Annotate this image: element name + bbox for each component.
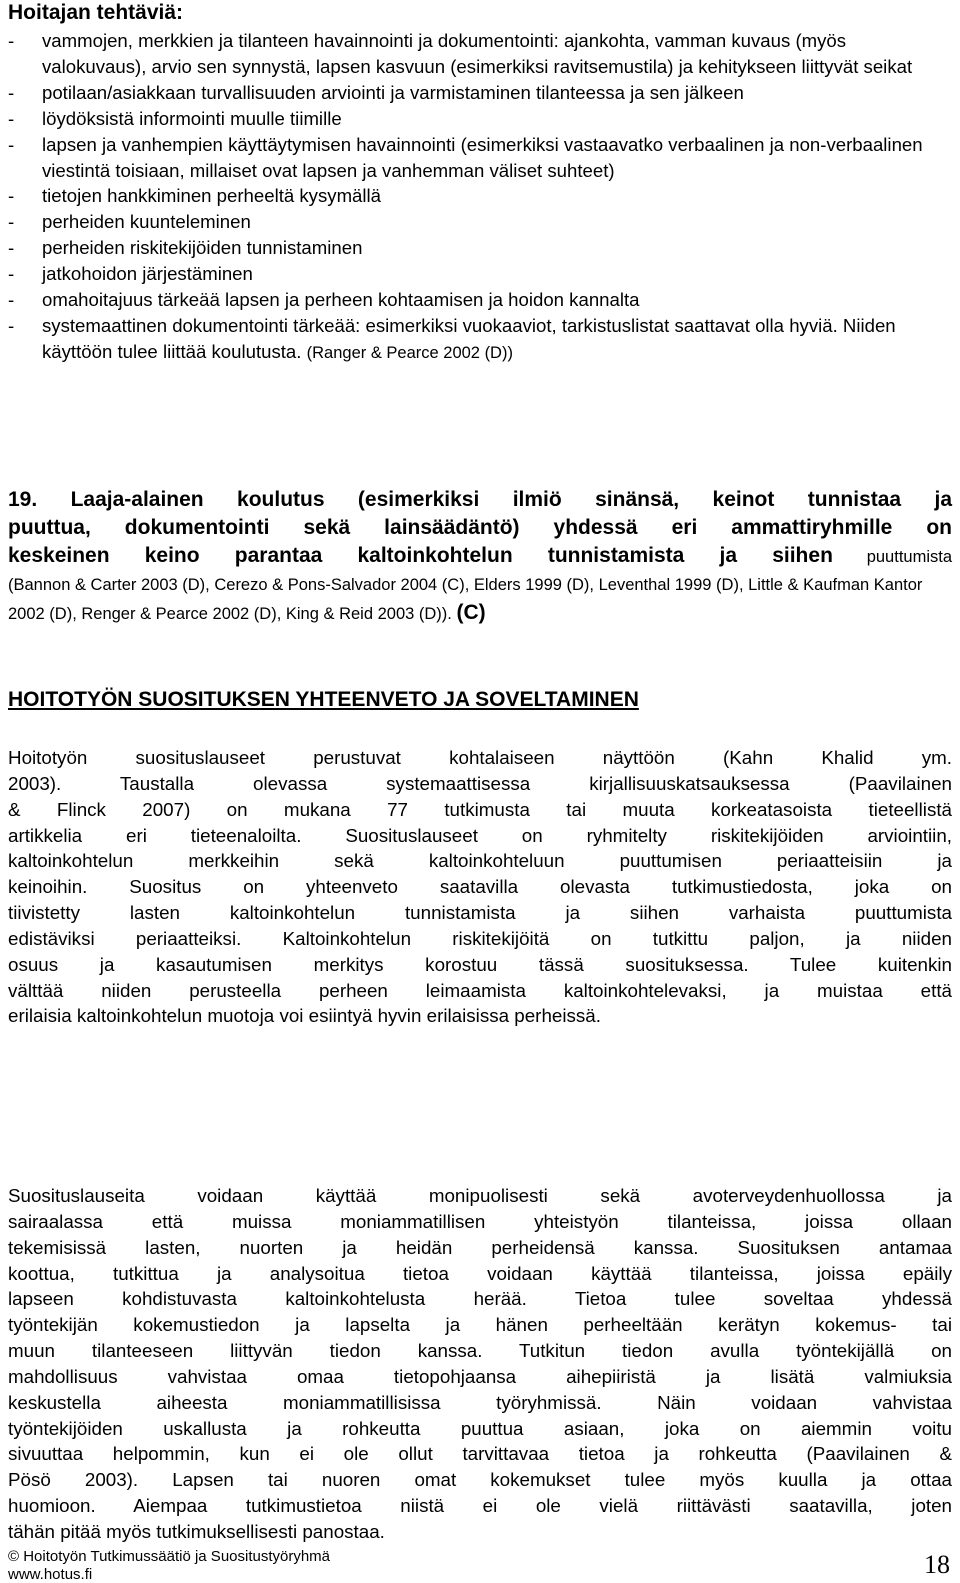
task-reference: (Ranger & Pearce 2002 (D)) [306, 343, 513, 362]
recommendation-line-small: puuttumista [866, 548, 952, 566]
task-text: tietojen hankkiminen perheeltä kysymällä [42, 185, 381, 207]
task-text: vammojen, merkkien ja tilanteen havainnointi ja dokumentointi: ajankohta, vamman kuvaus (myös valokuvaus), arvio sen synnystä, lapsen kasvuun (esimerkiksi ravitsemustila) ja kehitykseen liittyvät seikat [42, 30, 913, 77]
task-text: perheiden kuunteleminen [42, 211, 251, 233]
paragraph-line: 2003). Taustalla olevassa systemaattisessa kirjallisuuskatsauksessa (Paavilainen [8, 772, 952, 794]
paragraph-line: työntekijöiden uskallusta ja rohkeutta puuttua asiaan, joka on aiemmin voitu [8, 1417, 952, 1439]
task-text: jatkohoidon järjestäminen [42, 263, 253, 285]
nurse-tasks-list [0, 28, 960, 367]
task-text: löydöksistä informointi muulle tiimille [42, 107, 342, 129]
task-item [0, 235, 960, 261]
paragraph-line: sivuuttaa helpommin, kun ei ole ollut tarvittavaa tietoa ja rohkeutta (Paavilainen & [8, 1443, 952, 1465]
paragraph-line: työntekijän kokemustiedon ja lapselta ja hänen perheeltään kerätyn kokemus- tai [8, 1314, 952, 1336]
paragraph-line: lapseen kohdistuvasta kaltoinkohtelusta herää. Tietoa tulee soveltaa yhdessä [8, 1288, 952, 1310]
paragraph-line: keskustella aiheesta moniammatillisissa työryhmissä. Näin voidaan vahvistaa [8, 1391, 952, 1413]
recommendation-19 [8, 486, 952, 628]
paragraph-line: huomioon. Aiempaa tutkimustietoa niistä ei ole vielä riittävästi saatavilla, joten [8, 1495, 952, 1517]
recommendation-line: puuttua, dokumentointi sekä lainsäädäntö) yhdessä eri ammattiryhmille on [8, 516, 952, 539]
recommendation-line [8, 542, 952, 570]
recommendation-line-text: keskeinen keino parantaa kaltoinkohtelun tunnistamista ja siihen [8, 544, 833, 567]
paragraph-line: tiivistetty lasten kaltoinkohtelun tunnistamista ja siihen varhaista puuttumista [8, 902, 952, 924]
list-dash: - [8, 81, 15, 103]
task-item [0, 106, 960, 132]
footer-url: www.hotus.fi [8, 1566, 93, 1583]
task-item [0, 287, 960, 313]
list-dash: - [8, 289, 15, 311]
paragraph-line: & Flinck 2007) on mukana 77 tutkimusta tai muuta korkeatasoista tieteellistä [8, 798, 952, 820]
paragraph-line: tähän pitää myös tutkimuksellisesti panostaa. [8, 1520, 385, 1542]
paragraph-line: muun tilanteeseen liittyvän tiedon kanssa. Tutkitun tiedon avulla työntekijällä on [8, 1340, 952, 1362]
list-dash: - [8, 185, 15, 207]
task-text: potilaan/asiakkaan turvallisuuden arviointi ja varmistaminen tilanteessa ja sen jälkeen [42, 81, 744, 103]
paragraph-line: kaltoinkohtelun merkkeihin sekä kaltoinkohteluun puuttumisen periaatteisiin ja [8, 850, 952, 872]
section-title: HOITOTYÖN SUOSITUKSEN YHTEENVETO JA SOVELTAMINEN [8, 688, 639, 711]
list-dash: - [8, 107, 15, 129]
task-item [0, 28, 960, 80]
task-item [0, 209, 960, 235]
summary-paragraph-1 [8, 745, 952, 1029]
paragraph-line: tekemisissä lasten, nuorten ja heidän perheidensä kanssa. Suosituksen antamaa [8, 1236, 952, 1258]
paragraph-line: Hoitotyön suosituslauseet perustuvat kohtalaiseen näyttöön (Kahn Khalid ym. [8, 747, 952, 768]
paragraph-line: artikkelia eri tieteenaloilta. Suosituslauseet on ryhmitelty riskitekijöiden arviointiin, [8, 824, 952, 846]
task-item [0, 132, 960, 184]
task-text: lapsen ja vanhempien käyttäytymisen havainnointi (esimerkiksi vastaavatko verbaalinen ja non-verbaalinen viestintä toisiaan, millaiset ovat lapsen ja vanhemman väliset suhteet) [42, 133, 923, 181]
list-dash: - [8, 237, 15, 259]
paragraph-line: mahdollisuus vahvistaa omaa tietopohjaansa aihepiiristä ja lisätä valmiuksia [8, 1365, 952, 1387]
evidence-grade: (C) [456, 601, 486, 624]
paragraph-line: Suosituslauseita voidaan käyttää monipuolisesti sekä avoterveydenhuollossa ja [8, 1185, 952, 1206]
paragraph-line: sairaalassa että muissa moniammatillisen yhteistyön tilanteissa, joissa ollaan [8, 1210, 952, 1232]
task-item [0, 313, 960, 367]
list-dash: - [8, 263, 15, 285]
recommendation-line: 19. Laaja-alainen koulutus (esimerkiksi ilmiö sinänsä, keinot tunnistaa ja [8, 488, 952, 511]
paragraph-line: erilaisia kaltoinkohtelun muotoja voi esiintyä hyvin erilaisissa perheissä. [8, 1005, 601, 1027]
paragraph-line: koottua, tutkittua ja analysoitua tietoa voidaan käyttää tilanteissa, joissa epäily [8, 1262, 952, 1284]
nurse-tasks-heading: Hoitajan tehtäviä: [8, 1, 184, 24]
list-dash: - [8, 133, 15, 155]
task-item [0, 261, 960, 287]
list-dash: - [8, 211, 15, 233]
task-item [0, 80, 960, 106]
task-item [0, 183, 960, 209]
paragraph-line: välttää niiden perusteella perheen leimaamista kaltoinkohtelevaksi, ja muistaa että [8, 979, 952, 1001]
paragraph-line: osuus ja kasautumisen merkitys korostuu tässä suosituksessa. Tulee kuitenkin [8, 953, 952, 975]
paragraph-line: Pösö 2003). Lapsen tai nuoren omat kokemukset tulee myös kuulla ja ottaa [8, 1469, 952, 1491]
task-text: omahoitajuus tärkeää lapsen ja perheen kohtaamisen ja hoidon kannalta [42, 289, 640, 311]
summary-paragraph-2 [8, 1183, 952, 1545]
list-dash: - [8, 30, 15, 51]
task-text: systemaattinen dokumentointi tärkeää: esimerkiksi vuokaaviot, tarkistuslistat saattavat olla hyviä. Niiden käyttöön tulee liittää koulutusta. [42, 314, 896, 362]
list-dash: - [8, 314, 15, 336]
recommendation-references [8, 572, 952, 628]
task-text: perheiden riskitekijöiden tunnistaminen [42, 237, 363, 259]
footer-copyright: © Hoitotyön Tutkimussäätiö ja Suositustyöryhmä [8, 1548, 331, 1565]
page-number: 18 [924, 1550, 950, 1579]
paragraph-line: keinoihin. Suositus on yhteenveto saatavilla olevasta tutkimustiedosta, joka on [8, 876, 952, 898]
paragraph-line: edistäviksi periaatteiksi. Kaltoinkohtelun riskitekijöitä on tutkittu paljon, ja niiden [8, 927, 952, 949]
references-text: (Bannon & Carter 2003 (D), Cerezo & Pons-Salvador 2004 (C), Elders 1999 (D), Leventhal 1999 (D), Little & Kaufman Kantor 2002 (D), Renger & Pearce 2002 (D), King & Reid 2003 (D)). [8, 576, 923, 623]
